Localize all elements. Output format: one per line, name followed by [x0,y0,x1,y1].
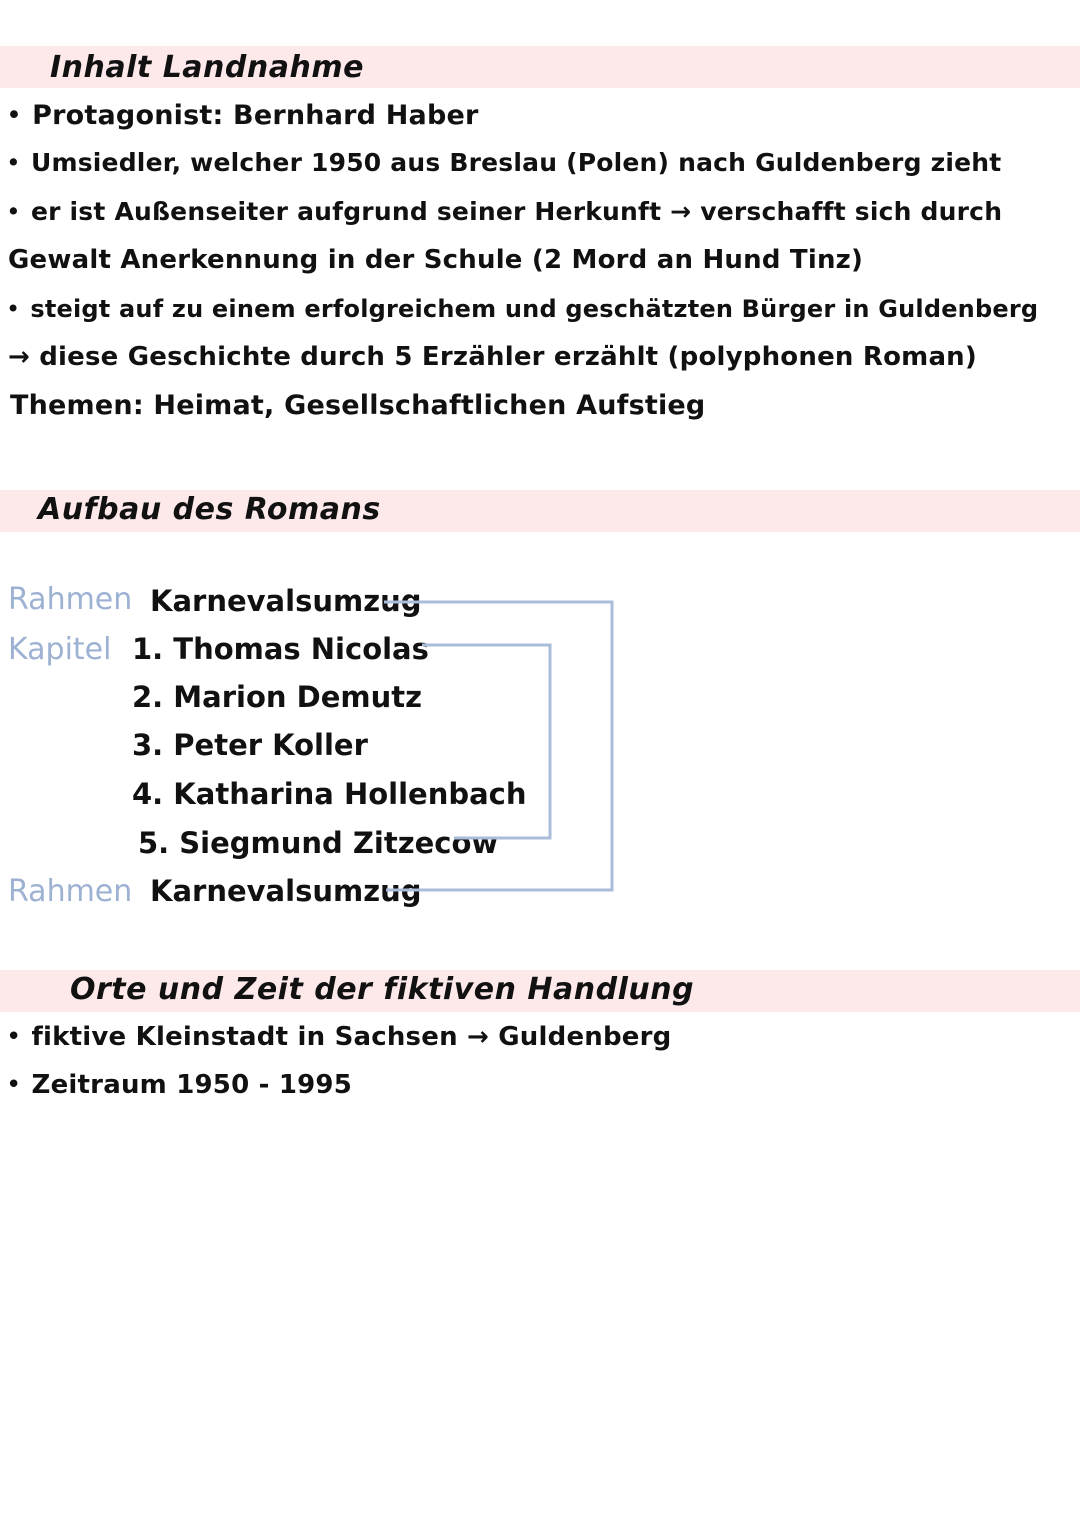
chapter-bracket [422,645,550,838]
chapter-3: 3. Peter Koller [132,728,368,762]
inhalt-line-7: Themen: Heimat, Gesellschaftlichen Aufstieg [10,390,706,421]
frame-label-start: Rahmen [8,582,133,617]
chapter-label: Kapitel [8,632,112,667]
chapter-4: 4. Katharina Hollenbach [132,777,527,811]
orte-line-1: • fiktive Kleinstadt in Sachsen → Guldenberg [6,1022,671,1052]
inhalt-line-3: • er ist Außenseiter aufgrund seiner Herkunft → verschafft sich durch [6,197,1002,226]
chapter-2: 2. Marion Demutz [132,680,422,714]
heading-inhalt: Inhalt Landnahme [50,50,364,85]
inhalt-line-1: • Protagonist: Bernhard Haber [6,100,479,131]
heading-orte: Orte und Zeit der fiktiven Handlung [70,972,695,1007]
frame-label-end: Rahmen [8,874,133,909]
orte-line-2: • Zeitraum 1950 - 1995 [6,1070,352,1100]
inhalt-line-4: Gewalt Anerkennung in der Schule (2 Mord an Hund Tinz) [8,245,864,275]
inhalt-line-5: • steigt auf zu einem erfolgreichem und geschätzten Bürger in Guldenberg [6,295,1038,323]
heading-aufbau: Aufbau des Romans [38,492,381,527]
chapter-5: 5. Siegmund Zitzecow [138,826,499,860]
frame-text-start: Karnevalsumzug [150,584,422,618]
chapter-1: 1. Thomas Nicolas [132,632,429,666]
inhalt-line-6: → diese Geschichte durch 5 Erzähler erzählt (polyphonen Roman) [8,342,977,372]
frame-text-end: Karnevalsumzug [150,874,422,908]
inhalt-line-2: • Umsiedler, welcher 1950 aus Breslau (Polen) nach Guldenberg zieht [6,148,1001,177]
